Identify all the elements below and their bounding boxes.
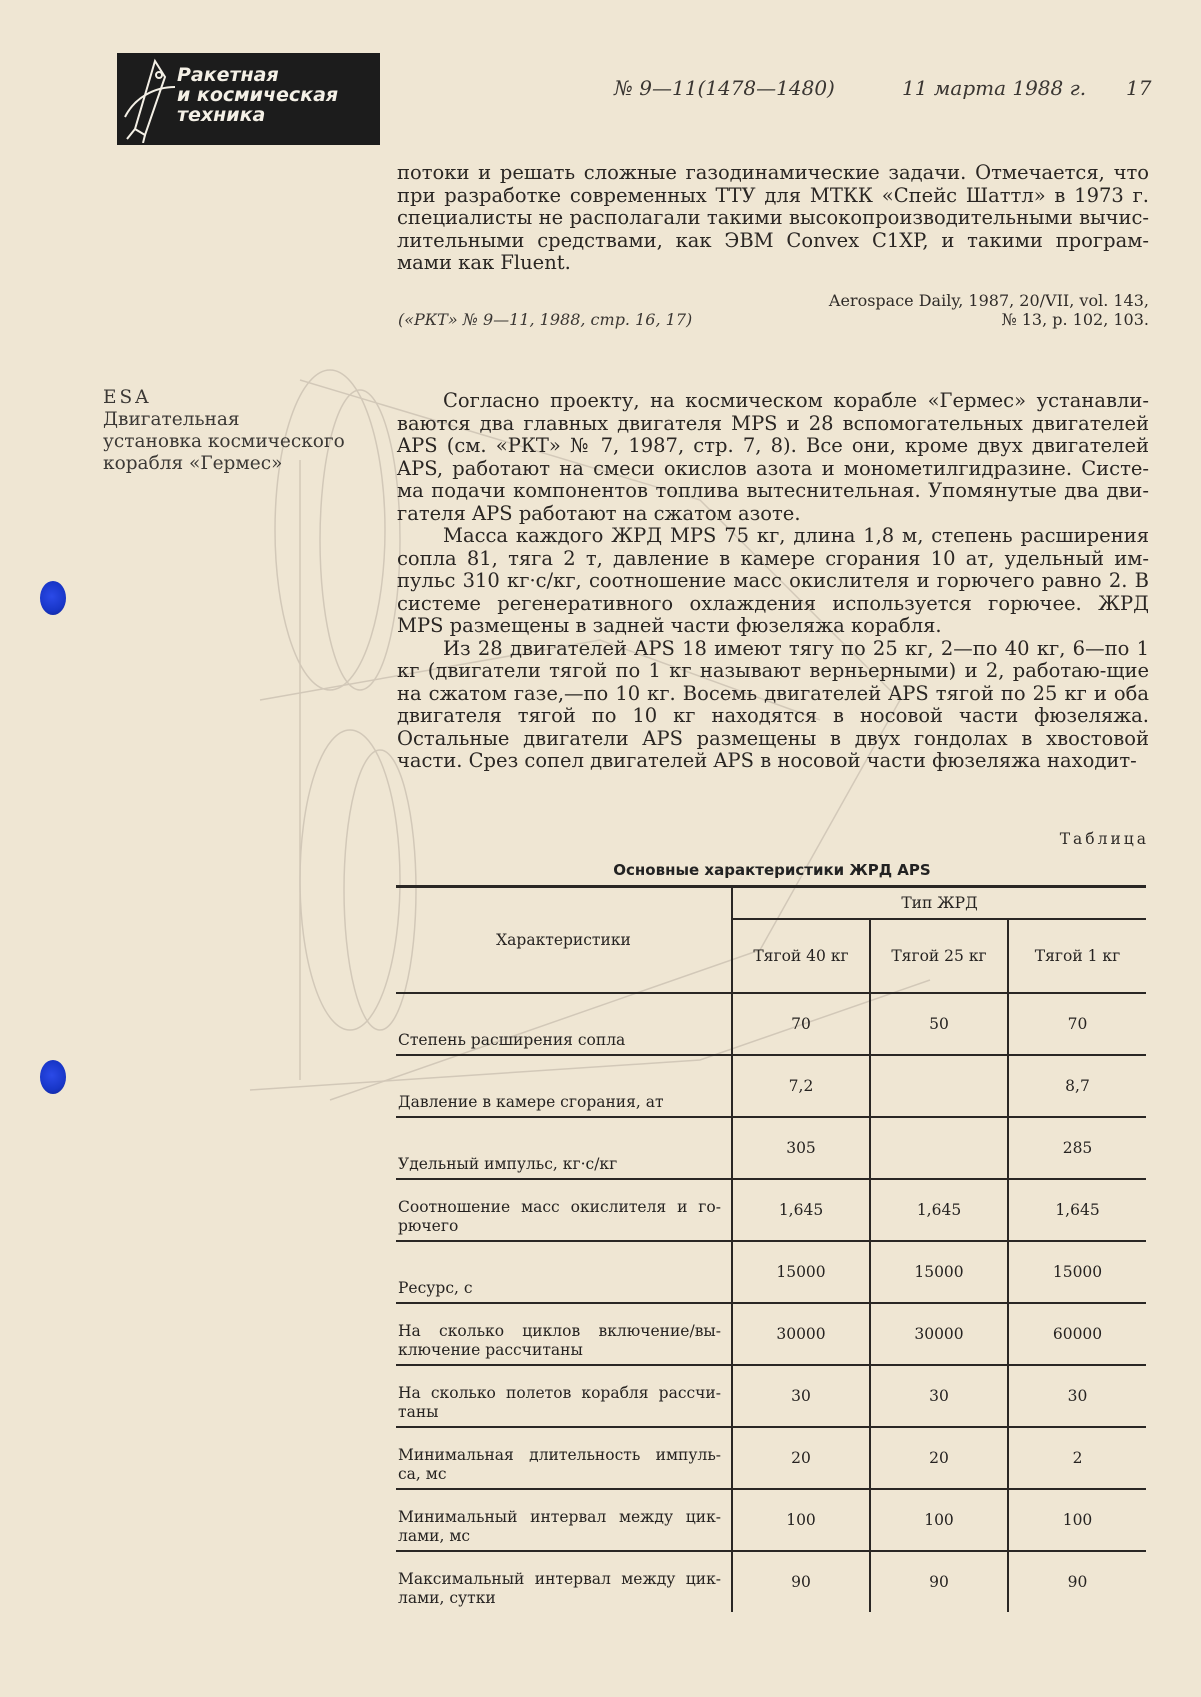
column-header: Тягой 1 кг — [1008, 919, 1146, 993]
reference-note: («РКТ» № 9—11, 1988, стр. 16, 17) — [398, 310, 693, 329]
article-body — [397, 390, 1149, 773]
table-row: Давление в камере сгорания, ат 7,2 8,7 — [396, 1055, 1146, 1117]
table-row: Ресурс, с 15000 15000 15000 — [396, 1241, 1146, 1303]
row-header: Характеристики — [496, 931, 631, 949]
journal-logo — [117, 53, 380, 145]
agency-label: ESA — [103, 387, 152, 408]
rocket-icon — [121, 57, 177, 143]
table-row: Минимальный интервал между цик-лами, мс 100 100 100 — [396, 1489, 1146, 1551]
previous-article-tail: потоки и решать сложные газодинамические задачи. Отмечается, что при разработке современных ТТУ для МТКК «Спейс Шаттл» в 1973 г. специалисты не располагали такими высокопроизводительными вычис- лительными средствами, как ЭВМ Convex C1XP, и такими програм- мами как Fluent. — [397, 161, 1149, 274]
table-row: Удельный импульс, кг·с/кг 305 285 — [396, 1117, 1146, 1179]
table-caption: Таблица — [1059, 830, 1149, 848]
article-side-heading: ESA Двигательная установка космического корабля «Гермес» — [103, 387, 345, 474]
punch-hole — [40, 1060, 66, 1094]
logo-text: Ракетная и космическая техника — [177, 64, 339, 126]
group-header: Тип ЖРД — [732, 887, 1146, 920]
table-row: Минимальная длительность импуль-са, мс 20 20 2 — [396, 1427, 1146, 1489]
page-number: 17 — [1126, 76, 1152, 100]
table-header-row — [396, 887, 1146, 920]
table-row: На сколько полетов корабля рассчи-таны 30 30 30 — [396, 1365, 1146, 1427]
issue-number: № 9—11(1478—1480) — [614, 76, 835, 100]
table-title: Основные характеристики ЖРД APS — [613, 861, 931, 879]
column-header: Тягой 25 кг — [870, 919, 1008, 993]
issue-date: 11 марта 1988 г. — [902, 76, 1087, 100]
column-header: Тягой 40 кг — [732, 919, 870, 993]
source-citation: Aerospace Daily, 1987, 20/VII, vol. 143, № 13, p. 102, 103. — [828, 291, 1149, 329]
punch-hole — [40, 581, 66, 615]
table-row: Соотношение масс окислителя и го-рючего 1,645 1,645 1,645 — [396, 1179, 1146, 1241]
paragraph: Согласно проекту, на космическом корабле «Гермес» устанавли-ваются два главных двигателя MPS и 28 вспомогательных двигателей APS (см. «РКТ» № 7, 1987, стр. 7, 8). Все они, кроме двух двигателей APS, работают на смеси окислов азота и монометилгидразине. Систе-ма подачи компонентов топлива вытеснительная. Упомянутые два дви-гателя APS работают на сжатом азоте. — [397, 389, 1149, 525]
paragraph: Масса каждого ЖРД MPS 75 кг, длина 1,8 м, степень расширения сопла 81, тяга 2 т, давление в камере сгорания 10 ат, удельный им-пульс 310 кг·с/кг, соотношение масс окислителя и горючего равно 2. В системе регенеративного охлаждения используется горючее. ЖРД MPS размещены в задней части фюзеляжа корабля. — [397, 524, 1149, 637]
table-row: Максимальный интервал между цик-лами, сутки 90 90 90 — [396, 1551, 1146, 1612]
paragraph: Из 28 двигателей APS 18 имеют тягу по 25 кг, 2—по 40 кг, 6—по 1 кг (двигатели тягой по 1 кг называют верньерными) и 2, работаю-щие на сжатом газе,—по 10 кг. Восемь двигателей APS тягой по 25 кг и оба двигателя тягой по 10 кг находятся в носовой части фюзеляжа. Остальные двигатели APS размещены в двух гондолах в хвостовой части. Срез сопел двигателей APS в носовой части фюзеляжа находит- — [397, 636, 1149, 772]
characteristics-table — [396, 885, 1146, 1612]
table-row: Степень расширения сопла 70 50 70 — [396, 993, 1146, 1055]
table-row: На сколько циклов включение/вы-ключение рассчитаны 30000 30000 60000 — [396, 1303, 1146, 1365]
